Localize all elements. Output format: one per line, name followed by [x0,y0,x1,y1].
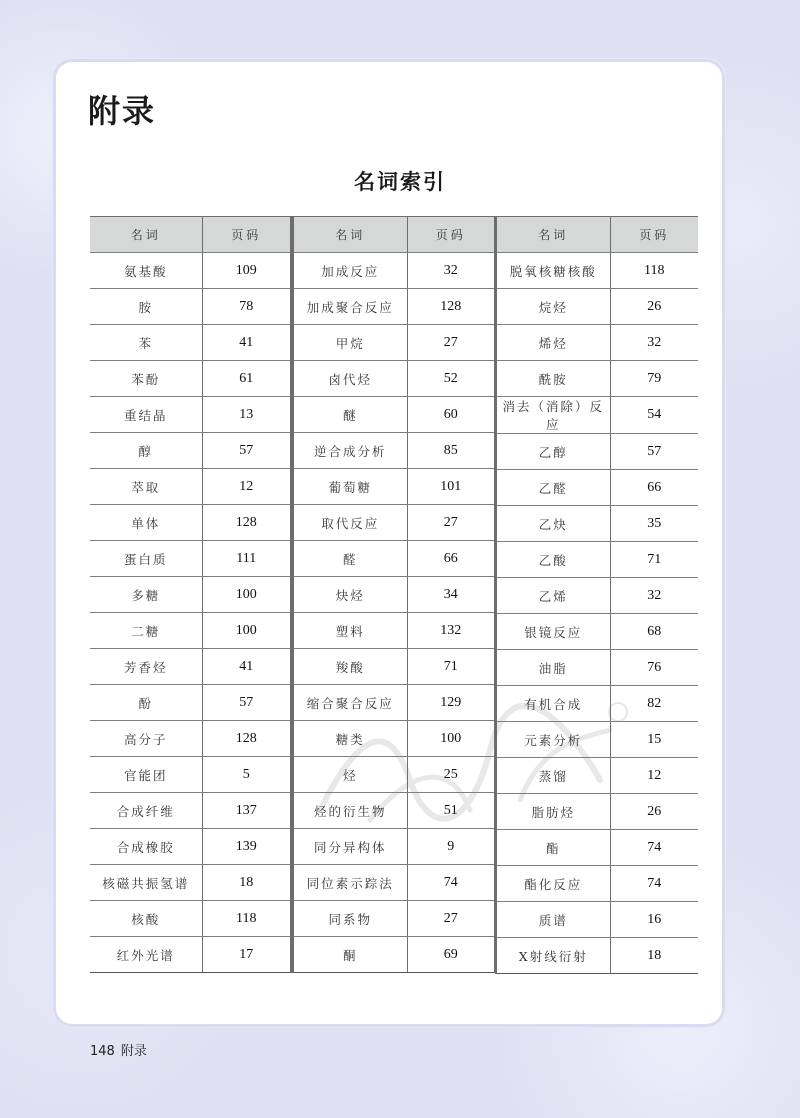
table-row [496,722,698,758]
term-cell: 缩合聚合反应 [293,685,407,721]
table-row [293,433,495,469]
page-cell: 79 [610,361,698,397]
table-row [496,434,698,470]
footer-section: 附录 [120,1044,147,1059]
page-cell: 111 [202,541,291,577]
page-cell: 51 [407,793,495,829]
term-cell: 酯化反应 [496,866,610,902]
table-row [90,937,291,973]
table-row [293,253,495,289]
page-cell: 32 [407,253,495,289]
table-row [496,253,698,289]
table-row [90,433,291,469]
page-cell: 66 [610,470,698,506]
page-cell: 34 [407,577,495,613]
table-row [496,938,698,974]
term-cell: 酮 [293,937,407,973]
page-cell: 129 [407,685,495,721]
table-row [293,361,495,397]
page-cell: 100 [202,577,291,613]
page-cell: 57 [610,434,698,470]
page-cell: 52 [407,361,495,397]
table-row [496,397,698,434]
term-cell: 核磁共振氢谱 [90,865,202,901]
table-row [496,325,698,361]
term-cell: 苯酚 [90,361,202,397]
table-row [496,902,698,938]
page-cell: 85 [407,433,495,469]
term-cell: 同位素示踪法 [293,865,407,901]
page-cell: 35 [610,506,698,542]
table-row [496,650,698,686]
page-cell: 26 [610,794,698,830]
page-cell: 66 [407,541,495,577]
table-row [496,758,698,794]
term-cell: 红外光谱 [90,937,202,973]
index-column-1 [90,216,292,973]
table-row [90,757,291,793]
page-cell: 128 [202,721,291,757]
term-cell: 同系物 [293,901,407,937]
page-cell: 27 [407,901,495,937]
term-cell: 卤代烃 [293,361,407,397]
table-row [293,325,495,361]
term-header: 名词 [293,217,407,253]
term-cell: X射线衍射 [496,938,610,974]
term-cell: 醛 [293,541,407,577]
table-row [90,829,291,865]
term-header: 名词 [496,217,610,253]
term-cell: 加成聚合反应 [293,289,407,325]
index-column-3 [495,216,698,974]
term-cell: 烃的衍生物 [293,793,407,829]
table-row [496,506,698,542]
page-footer [90,1040,147,1059]
page-cell: 100 [202,613,291,649]
term-cell: 芳香烃 [90,649,202,685]
page-cell: 139 [202,829,291,865]
table-row [293,721,495,757]
page-header: 页码 [610,217,698,253]
page-cell: 27 [407,325,495,361]
table-row [90,325,291,361]
table-row [496,830,698,866]
table-row [90,613,291,649]
term-cell: 消去（消除）反应 [496,397,610,434]
page-cell: 128 [407,289,495,325]
term-cell: 核酸 [90,901,202,937]
page-cell: 17 [202,937,291,973]
page-cell: 128 [202,505,291,541]
table-row [90,289,291,325]
term-cell: 甲烷 [293,325,407,361]
term-cell: 单体 [90,505,202,541]
term-cell: 氨基酸 [90,253,202,289]
table-row [90,469,291,505]
term-cell: 取代反应 [293,505,407,541]
term-header: 名词 [90,217,202,253]
table-row [90,577,291,613]
page-cell: 132 [407,613,495,649]
term-cell: 醚 [293,397,407,433]
term-cell: 醇 [90,433,202,469]
term-cell: 高分子 [90,721,202,757]
page-cell: 27 [407,505,495,541]
table-row [90,253,291,289]
page-cell: 100 [407,721,495,757]
page-cell: 13 [202,397,291,433]
term-cell: 炔烃 [293,577,407,613]
appendix-title: 附录 [88,92,157,130]
table-row [293,577,495,613]
term-cell: 塑料 [293,613,407,649]
term-cell: 羧酸 [293,649,407,685]
page-cell: 71 [407,649,495,685]
table-row [293,649,495,685]
page-cell: 74 [610,866,698,902]
table-row [496,686,698,722]
page-cell: 101 [407,469,495,505]
table-row [90,361,291,397]
term-cell: 油脂 [496,650,610,686]
page-cell: 74 [407,865,495,901]
term-cell: 同分异构体 [293,829,407,865]
table-row [293,829,495,865]
table-row [496,866,698,902]
page-cell: 109 [202,253,291,289]
term-cell: 加成反应 [293,253,407,289]
page-cell: 57 [202,685,291,721]
term-cell: 有机合成 [496,686,610,722]
page-cell: 32 [610,325,698,361]
table-row [496,470,698,506]
page-cell: 41 [202,325,291,361]
term-cell: 酯 [496,830,610,866]
term-cell: 烷烃 [496,289,610,325]
term-cell: 葡萄糖 [293,469,407,505]
page-cell: 71 [610,542,698,578]
index-header-row [90,217,291,253]
table-row [293,289,495,325]
term-cell: 银镜反应 [496,614,610,650]
table-row [293,685,495,721]
table-row [90,865,291,901]
page-number: 148 [90,1044,115,1059]
page-cell: 18 [202,865,291,901]
table-row [293,865,495,901]
page-cell: 18 [610,938,698,974]
table-row [90,505,291,541]
index-header-row [496,217,698,253]
table-row [90,685,291,721]
term-cell: 二糖 [90,613,202,649]
term-cell: 乙酸 [496,542,610,578]
table-row [90,793,291,829]
term-cell: 元素分析 [496,722,610,758]
page-header: 页码 [202,217,291,253]
page-cell: 82 [610,686,698,722]
page-cell: 60 [407,397,495,433]
term-cell: 脱氧核糖核酸 [496,253,610,289]
page-cell: 69 [407,937,495,973]
table-row [293,613,495,649]
term-cell: 合成纤维 [90,793,202,829]
term-cell: 质谱 [496,902,610,938]
page-cell: 26 [610,289,698,325]
term-cell: 萃取 [90,469,202,505]
table-row [293,757,495,793]
table-row [293,505,495,541]
term-cell: 乙烯 [496,578,610,614]
table-row [293,901,495,937]
page-cell: 12 [610,758,698,794]
term-cell: 合成橡胶 [90,829,202,865]
page-cell: 12 [202,469,291,505]
page-cell: 76 [610,650,698,686]
table-row [90,901,291,937]
page-cell: 68 [610,614,698,650]
page-cell: 41 [202,649,291,685]
term-cell: 酰胺 [496,361,610,397]
table-row [293,541,495,577]
page-cell: 57 [202,433,291,469]
page-cell: 118 [202,901,291,937]
table-row [90,397,291,433]
page-cell: 16 [610,902,698,938]
index-title: 名词索引 [354,170,446,194]
page-cell: 74 [610,830,698,866]
table-row [90,649,291,685]
table-row [496,578,698,614]
page-cell: 54 [610,397,698,434]
table-row [496,542,698,578]
page-cell: 78 [202,289,291,325]
table-row [90,721,291,757]
page-header: 页码 [407,217,495,253]
index-header-row [293,217,495,253]
page-cell: 137 [202,793,291,829]
page-cell: 118 [610,253,698,289]
term-cell: 乙醛 [496,470,610,506]
table-row [496,361,698,397]
table-row [90,541,291,577]
term-cell: 烯烃 [496,325,610,361]
term-cell: 重结晶 [90,397,202,433]
table-row [293,397,495,433]
table-row [496,794,698,830]
term-cell: 烃 [293,757,407,793]
table-row [293,469,495,505]
page-cell: 32 [610,578,698,614]
term-cell: 蒸馏 [496,758,610,794]
table-row [293,793,495,829]
term-cell: 酚 [90,685,202,721]
page-cell: 15 [610,722,698,758]
page-cell: 9 [407,829,495,865]
term-cell: 胺 [90,289,202,325]
page-cell: 25 [407,757,495,793]
page-cell: 61 [202,361,291,397]
term-cell: 糖类 [293,721,407,757]
term-cell: 脂肪烃 [496,794,610,830]
term-cell: 官能团 [90,757,202,793]
table-row [496,614,698,650]
index-column-2 [292,216,496,973]
term-cell: 乙醇 [496,434,610,470]
page-cell: 5 [202,757,291,793]
table-row [293,937,495,973]
term-cell: 逆合成分析 [293,433,407,469]
term-cell: 蛋白质 [90,541,202,577]
term-cell: 多糖 [90,577,202,613]
term-cell: 乙炔 [496,506,610,542]
table-row [496,289,698,325]
term-cell: 苯 [90,325,202,361]
